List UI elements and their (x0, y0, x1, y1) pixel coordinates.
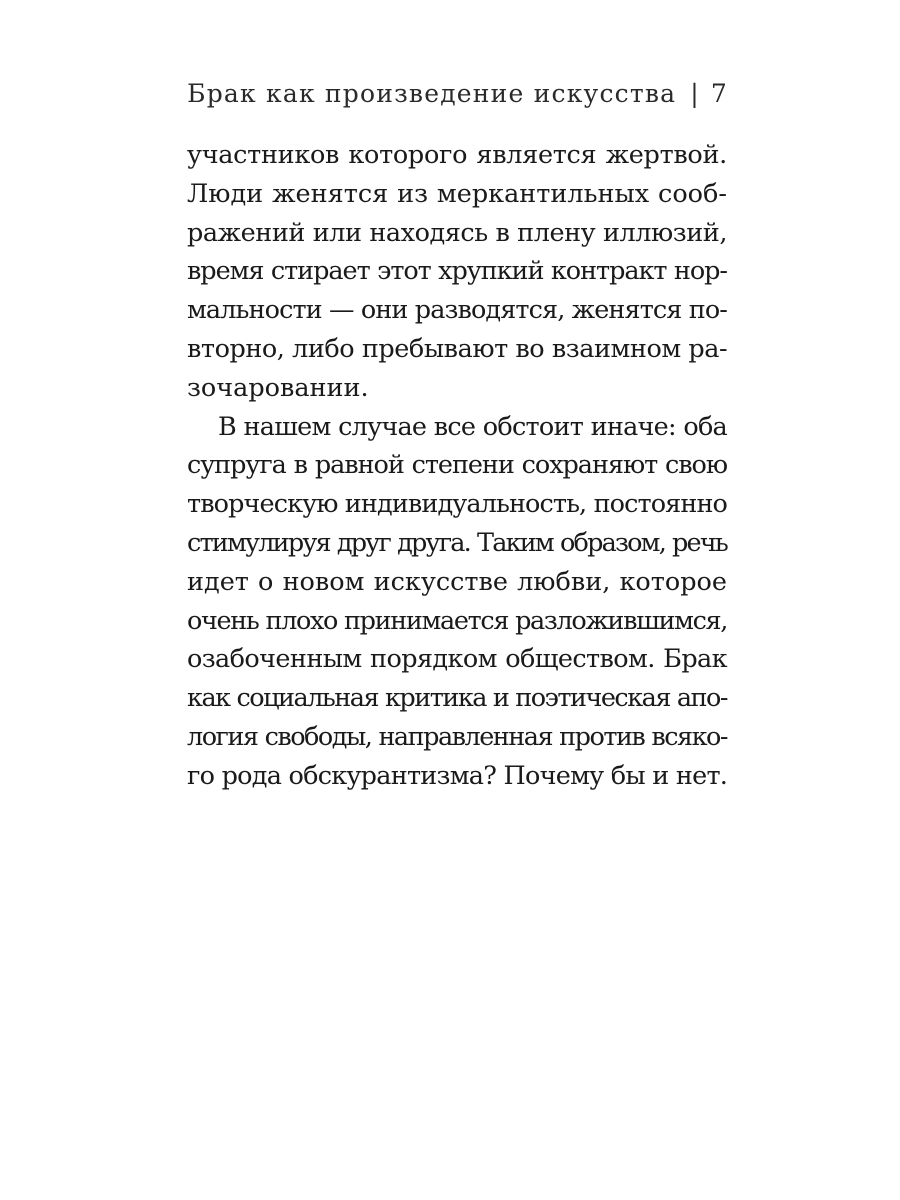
paragraph-1 (187, 136, 727, 408)
text-line: супруга в равной степени сохраняют свою (187, 450, 727, 481)
text-line: В нашем случае все обстоит иначе: оба (218, 411, 727, 442)
text-line: вторно, либо пребывают во взаимном ра- (187, 333, 728, 364)
text-line: время стирает этот хрупкий контракт нор- (187, 256, 727, 287)
running-head-title: Брак как произведение искусства (187, 79, 677, 108)
paragraph-2 (187, 408, 727, 796)
text-line: идет о новом искусстве любви, которое (187, 566, 727, 597)
text-line: стимулируя друг друга. Таким образом, речь (187, 527, 727, 558)
text-line: творческую индивидуальность, постоянно (187, 489, 727, 520)
text-line: озабоченным порядком обществом. Брак (187, 644, 727, 675)
page-number: 7 (710, 79, 728, 108)
running-head-separator: | (690, 79, 700, 108)
text-line: Люди женятся из меркантильных сооб- (187, 178, 727, 209)
text-line: очень плохо принимается разложившимся, (187, 605, 727, 636)
running-head (187, 74, 728, 114)
text-line: зочаровании. (187, 372, 369, 403)
text-line: участников которого является жертвой. (187, 140, 727, 170)
text-line: мальности — они разводятся, женятся по- (187, 295, 727, 326)
body-text (187, 136, 727, 796)
text-line: ражений или находясь в плену иллюзий, (187, 217, 727, 248)
text-line: как социальная критика и поэтическая апо- (187, 683, 727, 714)
text-line: логия свободы, направленная против всяко- (187, 721, 727, 752)
text-line: го рода обскурантизма? Почему бы и нет. (187, 760, 728, 791)
